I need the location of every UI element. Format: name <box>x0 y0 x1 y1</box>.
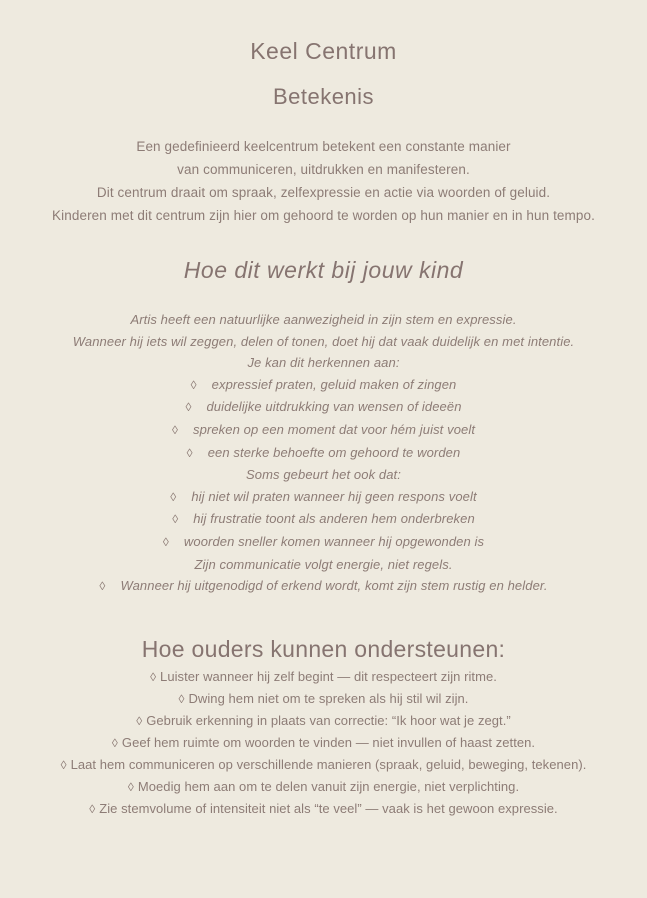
diamond-bullet-icon: ◊ <box>190 377 197 392</box>
list-item <box>0 442 647 465</box>
list-item-text: woorden sneller komen wanneer hij opgewonden is <box>183 533 485 549</box>
diamond-bullet-icon: ◊ <box>89 801 96 816</box>
list-item <box>0 486 647 509</box>
list-item-text: hij frustratie toont als anderen hem onderbreken <box>193 511 475 527</box>
list-item <box>0 688 647 710</box>
list-item <box>0 309 647 331</box>
intro-line <box>0 181 647 204</box>
document-title: Keel Centrum <box>250 38 397 64</box>
list-item-text: Wanneer hij iets wil zeggen, delen of tonen, doet hij dat vaak duidelijk en met intentie. <box>72 333 575 349</box>
intro-line-text: Een gedefinieerd keelcentrum betekent een constante manier <box>136 139 511 154</box>
intro-paragraph <box>0 135 647 227</box>
list-item <box>0 374 647 397</box>
list-item-text: Soms gebeurt het ook dat: <box>246 467 401 483</box>
intro-line <box>0 135 647 158</box>
support-heading: Hoe ouders kunnen ondersteunen: <box>141 635 506 662</box>
diamond-bullet-icon: ◊ <box>136 713 143 728</box>
list-item-text: Gebruik erkenning in plaats van correctie: “Ik hoor wat je zegt.” <box>146 712 511 728</box>
list-item-text: Artis heeft een natuurlijke aanwezigheid in zijn stem en expressie. <box>130 312 517 327</box>
intro-line <box>0 204 647 227</box>
list-item <box>0 419 647 442</box>
diamond-bullet-icon: ◊ <box>150 669 157 684</box>
support-list <box>0 666 647 820</box>
diamond-bullet-icon: ◊ <box>186 445 193 460</box>
intro-line-text: Dit centrum draait om spraak, zelfexpressie en actie via woorden of geluid. <box>96 185 551 200</box>
list-item <box>0 464 647 486</box>
diamond-bullet-icon: ◊ <box>99 579 106 594</box>
list-item <box>0 754 647 776</box>
list-item <box>0 396 647 419</box>
how-it-works-list <box>0 309 647 598</box>
list-item <box>0 732 647 754</box>
intro-line-text: Kinderen met dit centrum zijn hier om gehoord te worden op hun manier en in hun tempo. <box>52 208 595 223</box>
diamond-bullet-icon: ◊ <box>178 691 185 706</box>
list-item <box>0 352 647 374</box>
list-item-text: spreken op een moment dat voor hém juist voelt <box>192 421 476 437</box>
diamond-bullet-icon: ◊ <box>162 534 169 549</box>
diamond-bullet-icon: ◊ <box>185 400 192 415</box>
list-item-text: Luister wanneer hij zelf begint — dit respecteert zijn ritme. <box>160 668 497 684</box>
list-item-text: Zijn communicatie volgt energie, niet regels. <box>194 556 453 572</box>
list-item-text: expressief praten, geluid maken of zingen <box>211 376 457 392</box>
list-item-text: een sterke behoefte om gehoord te worden <box>207 444 461 460</box>
list-item <box>0 331 647 353</box>
list-item <box>0 554 647 576</box>
list-item-text: Geef hem ruimte om woorden te vinden — niet invullen of haast zetten. <box>121 734 536 750</box>
list-item-text: Dwing hem niet om te spreken als hij stil wil zijn. <box>188 690 469 706</box>
list-item-text: duidelijke uitdrukking van wensen of ideeën <box>206 399 462 415</box>
intro-line-text: van communiceren, uitdrukken en manifesteren. <box>177 162 470 177</box>
list-item-text: Zie stemvolume of intensiteit niet als “te veel” — vaak is het gewoon expressie. <box>99 800 558 816</box>
diamond-bullet-icon: ◊ <box>127 779 134 794</box>
diamond-bullet-icon: ◊ <box>60 757 67 772</box>
list-item-text: Wanneer hij uitgenodigd of erkend wordt, komt zijn stem rustig en helder. <box>120 578 548 594</box>
diamond-bullet-icon: ◊ <box>172 512 179 527</box>
list-item-text: Laat hem communiceren op verschillende manieren (spraak, geluid, beweging, tekenen). <box>70 756 587 772</box>
list-item <box>0 666 647 688</box>
intro-line <box>0 158 647 181</box>
list-item-text: Je kan dit herkennen aan: <box>247 355 400 371</box>
diamond-bullet-icon: ◊ <box>171 422 178 437</box>
list-item <box>0 575 647 598</box>
list-item <box>0 531 647 554</box>
list-item <box>0 710 647 732</box>
list-item <box>0 776 647 798</box>
how-it-works-heading: Hoe dit werkt bij jouw kind <box>183 257 464 283</box>
document-subtitle: Betekenis <box>272 84 375 109</box>
list-item-text: Moedig hem aan om te delen vanuit zijn energie, niet verplichting. <box>137 778 520 794</box>
list-item <box>0 798 647 820</box>
diamond-bullet-icon: ◊ <box>170 489 177 504</box>
list-item <box>0 508 647 531</box>
diamond-bullet-icon: ◊ <box>111 735 118 750</box>
list-item-text: hij niet wil praten wanneer hij geen respons voelt <box>191 488 477 504</box>
